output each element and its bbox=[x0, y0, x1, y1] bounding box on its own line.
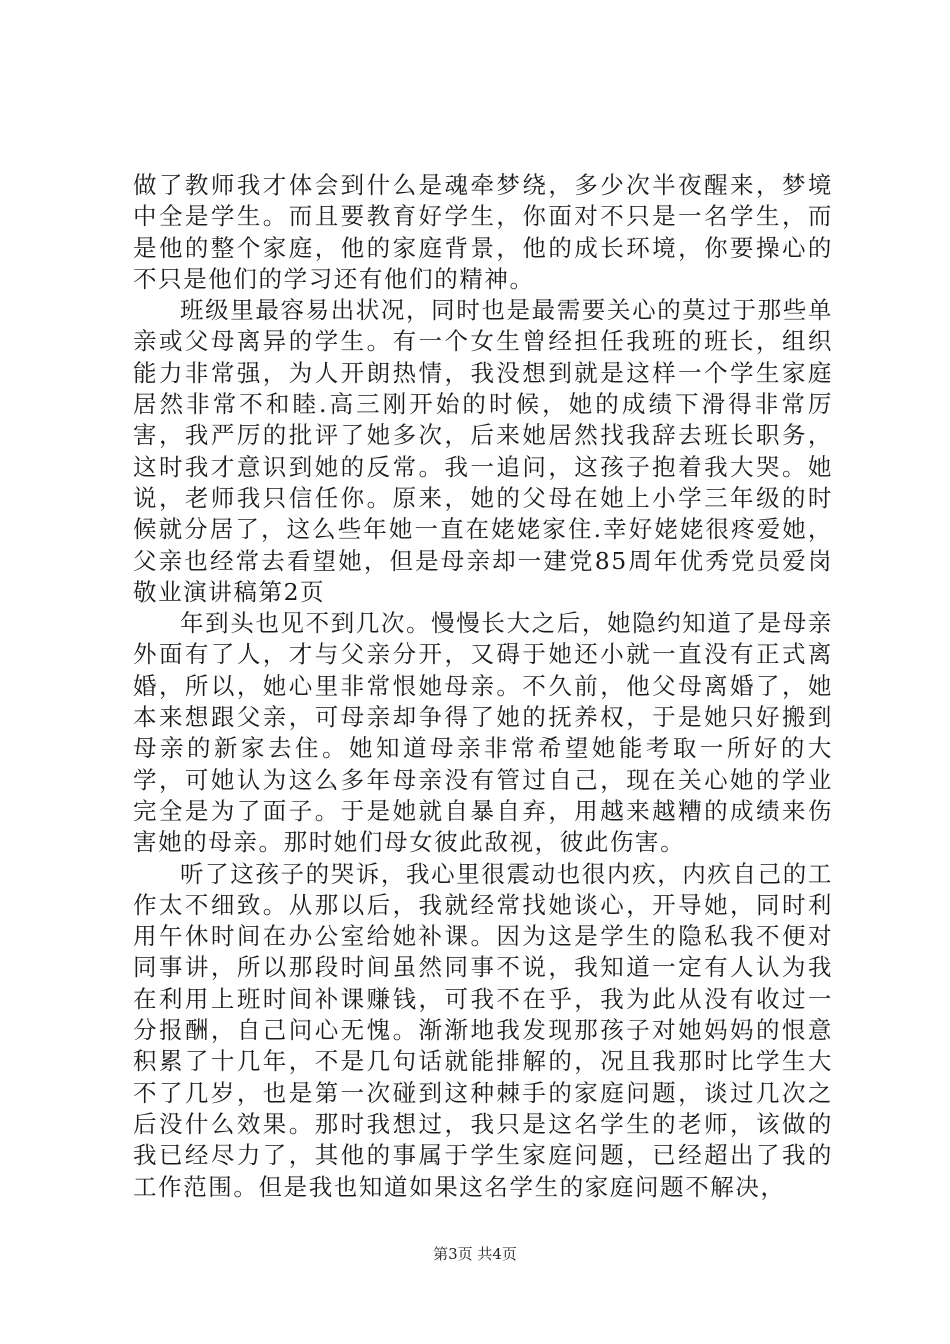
page-number-footer: 第3页 共4页 bbox=[433, 1245, 517, 1263]
body-text bbox=[133, 170, 833, 1203]
paragraph-1: 做了教师我才体会到什么是魂牵梦绕，多少次半夜醒来，梦境中全是学生。而且要教育好学生，你面对不只是一名学生，而是他的整个家庭，他的家庭背景，他的成长环境，你要操心的不只是他们的学习还有他们的精神。 bbox=[133, 171, 833, 293]
paragraph-3: 年到头也见不到几次。慢慢长大之后，她隐约知道了是母亲外面有了人，才与父亲分开，又碍于她还小就一直没有正式离婚，所以，她心里非常恨她母亲。不久前，他父母离婚了，她本来想跟父亲，可母亲却争得了她的抚养权，于是她只好搬到母亲的新家去住。她知道母亲非常希望她能考取一所好的大学，可她认为这么多年母亲没有管过自己，现在关心她的学业完全是为了面子。于是她就自暴自弃，用越来越糟的成绩来伤害她的母亲。那时她们母女彼此敌视，彼此伤害。 bbox=[133, 609, 833, 857]
paragraph-2: 班级里最容易出状况，同时也是最需要关心的莫过于那些单亲或父母离异的学生。有一个女生曾经担任我班的班长，组织能力非常强，为人开朗热情，我没想到就是这样一个学生家庭居然非常不和睦.高三刚开始的时候，她的成绩下滑得非常厉害，我严厉的批评了她多次，后来她居然找我辞去班长职务，这时我才意识到她的反常。我一追问，这孩子抱着我大哭。她说，老师我只信任你。原来，她的父母在她上小学三年级的时候就分居了，这么些年她一直在姥姥家住.幸好姥姥很疼爱她，父亲也经常去看望她，但是母亲却一建党85周年优秀党员爱岗敬业演讲稿第2页 bbox=[133, 296, 833, 606]
paragraph-4: 听了这孩子的哭诉，我心里很震动也很内疚，内疚自己的工作太不细致。从那以后，我就经常找她谈心，开导她，同时利用午休时间在办公室给她补课。因为这是学生的隐私我不便对同事讲，所以那段时间虽然同事不说，我知道一定有人认为我在利用上班时间补课赚钱，可我不在乎，我为此从没有收过一分报酬，自己问心无愧。渐渐地我发现那孩子对她妈妈的恨意积累了十几年，不是几句话就能排解的，况且我那时比学生大不了几岁，也是第一次碰到这种棘手的家庭问题，谈过几次之后没什么效果。那时我想过，我只是这名学生的老师，该做的我已经尽力了，其他的事属于学生家庭问题，已经超出了我的工作范围。但是我也知道如果这名学生的家庭问题不解决， bbox=[133, 859, 833, 1201]
